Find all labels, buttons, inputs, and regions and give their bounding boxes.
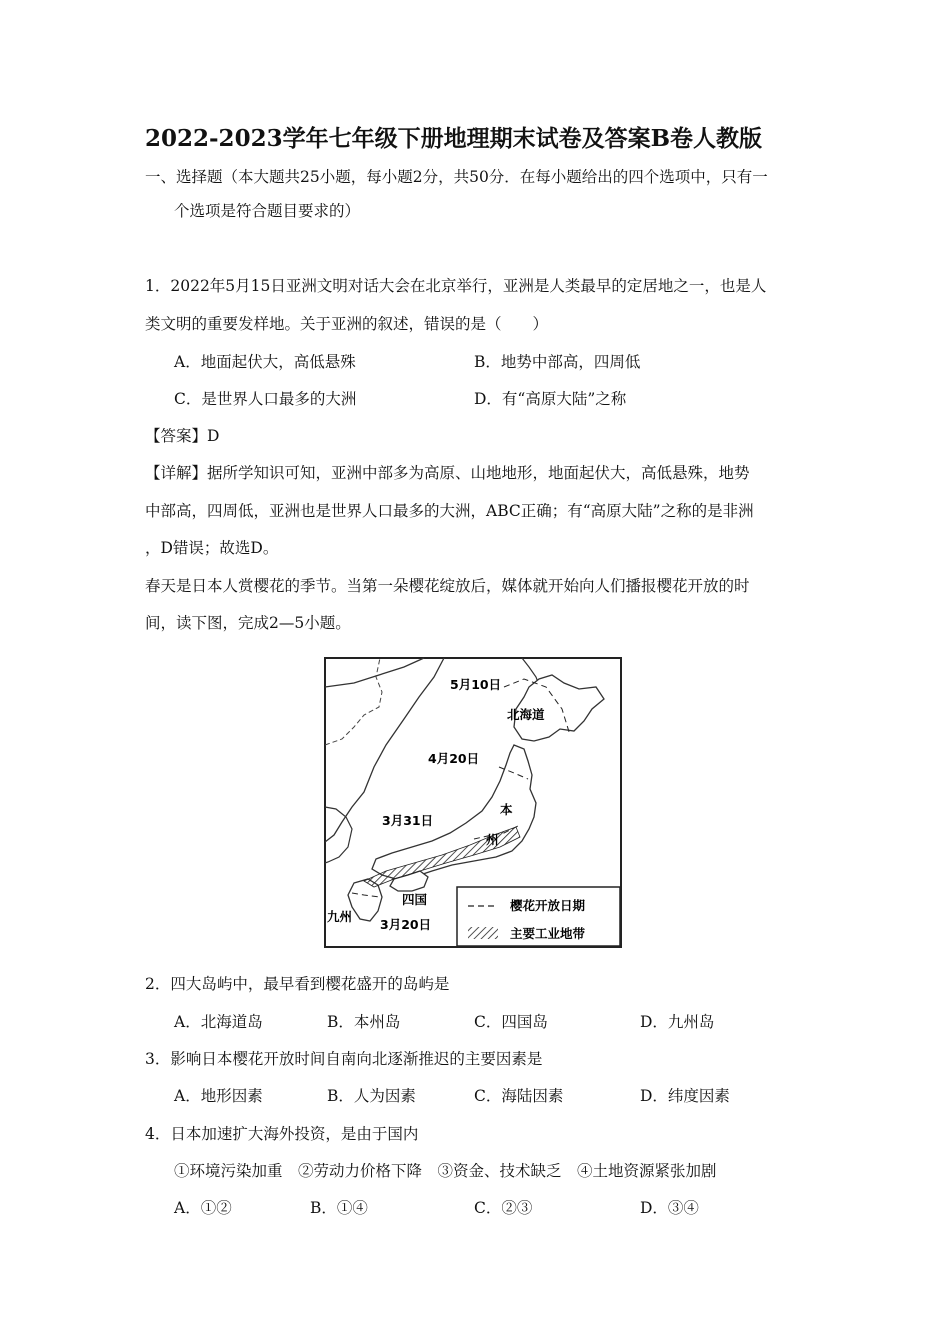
q1-answer: 【答案】D xyxy=(145,427,220,445)
label-apr20: 4月20日 xyxy=(428,751,480,766)
q3-option-b: B．人为因素 xyxy=(327,1087,416,1105)
q2-option-d: D．九州岛 xyxy=(640,1013,715,1031)
section-heading-line1: 一、选择题（本大题共25小题，每小题2分，共50分．在每小题给出的四个选项中，只有一 xyxy=(145,168,768,186)
legend-dates-label: 樱花开放日期 xyxy=(510,898,586,913)
q4-stem: 4．日本加速扩大海外投资，是由于国内 xyxy=(145,1125,419,1143)
label-hokkaido: 北海道 xyxy=(507,707,545,722)
q4-items: ①环境污染加重 ②劳动力价格下降 ③资金、技术缺乏 ④土地资源紧张加剧 xyxy=(174,1162,717,1180)
q1-option-d: D．有“高原大陆”之称 xyxy=(474,390,627,408)
label-shikoku: 四国 xyxy=(402,892,428,907)
q1-option-a: A．地面起伏大，高低悬殊 xyxy=(174,353,356,371)
section-heading-line2: 个选项是符合题目要求的） xyxy=(174,202,361,220)
q2-option-c: C．四国岛 xyxy=(474,1013,548,1031)
japan-sakura-map xyxy=(324,657,622,948)
label-shu: 州 xyxy=(486,832,499,847)
q1-detail-line1: 【详解】据所学知识可知，亚洲中部多为高原、山地地形，地面起伏大，高低悬殊，地势 xyxy=(145,464,750,482)
q3-option-a: A．地形因素 xyxy=(174,1087,263,1105)
label-mar31: 3月31日 xyxy=(382,813,434,828)
q1-stem-line1: 1．2022年5月15日亚洲文明对话大会在北京举行，亚洲是人类最早的定居地之一，也是人 xyxy=(145,277,767,295)
q1-option-c: C．是世界人口最多的大洲 xyxy=(174,390,357,408)
q1-option-b: B．地势中部高，四周低 xyxy=(474,353,641,371)
q2-option-a: A．北海道岛 xyxy=(174,1013,263,1031)
q4-option-d: D．③④ xyxy=(640,1199,699,1217)
q1-detail-line2: 中部高，四周低，亚洲也是世界人口最多的大洲，ABC正确；有“高原大陆”之称的是非洲 xyxy=(145,502,754,520)
legend-hatch-symbol xyxy=(468,927,498,939)
q4-option-c: C．②③ xyxy=(474,1199,533,1217)
intro-line2: 间，读下图，完成2—5小题。 xyxy=(145,614,351,632)
q3-option-d: D．纬度因素 xyxy=(640,1087,730,1105)
intro-line1: 春天是日本人赏樱花的季节。当第一朵樱花绽放后，媒体就开始向人们播报樱花开放的时 xyxy=(145,577,750,595)
label-mar20: 3月20日 xyxy=(380,917,432,932)
q2-option-b: B．本州岛 xyxy=(327,1013,401,1031)
q1-stem-line2: 类文明的重要发样地。关于亚洲的叙述，错误的是（ ） xyxy=(145,315,549,333)
label-may10: 5月10日 xyxy=(450,677,502,692)
q2-stem: 2．四大岛屿中，最早看到樱花盛开的岛屿是 xyxy=(145,975,450,993)
q1-detail-line3: ，D错误；故选D。 xyxy=(145,539,279,557)
q3-option-c: C．海陆因素 xyxy=(474,1087,564,1105)
legend-industry-label: 主要工业地带 xyxy=(510,926,586,941)
page-title: 2022-2023学年七年级下册地理期末试卷及答案B卷人教版 xyxy=(145,125,763,152)
label-kyushu: 九州 xyxy=(327,909,353,924)
q3-stem: 3．影响日本樱花开放时间自南向北逐渐推迟的主要因素是 xyxy=(145,1050,543,1068)
label-hon: 本 xyxy=(500,802,513,817)
q4-option-b: B．①④ xyxy=(310,1199,368,1217)
q4-option-a: A．①② xyxy=(174,1199,232,1217)
